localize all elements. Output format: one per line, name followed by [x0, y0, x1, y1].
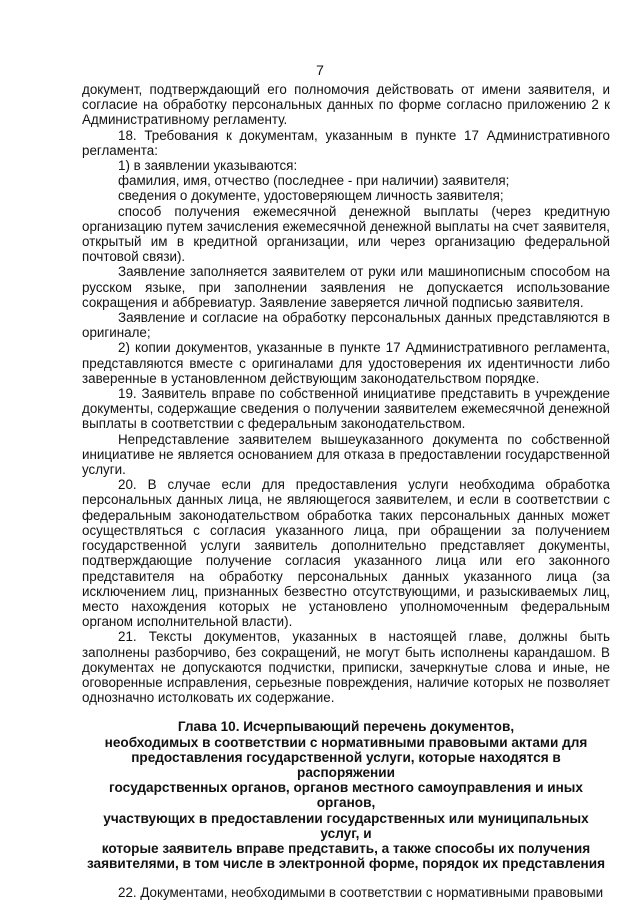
heading-line: заявителями, в том числе в электронной форме, порядок их представления	[86, 856, 606, 872]
paragraph: 20. В случае если для предоставления услуги необходима обработка персональных данных лица, не являющегося заявителем, и если в соответствии с федеральным законодательством обработка таких персональных данных может осуществляться с согласия указанного лица, при обращении за получением государственной услуги заявитель дополнительно представляет документы, подтверждающие получение согласия указанного лица или его законного представителя на обработку персональных данных указанного лица (за исключением лиц, признанных безвестно отсутствующими, и разыскиваемых лиц, место нахождения которых не установлено уполномоченным федеральным органом исполнительной власти).	[82, 477, 610, 630]
heading-line: предоставления государственной услуги, которые находятся в распоряжении	[131, 749, 561, 780]
heading-line: которые заявитель вправе представить, а также способы их получения	[101, 840, 591, 856]
heading-line: необходимых в соответствии с нормативными правовыми актами для	[104, 734, 588, 750]
paragraph: Заявление заполняется заявителем от руки или машинописным способом на русском языке, при заполнении заявления не допускается использование сокращения и аббревиатур. Заявление заверяется личной подписью заявителя.	[82, 264, 610, 310]
paragraph: документ, подтверждающий его полномочия действовать от имени заявителя, и согласие на обработку персональных данных по форме согласно приложению 2 к Административному регламенту.	[82, 82, 610, 128]
paragraph: сведения о документе, удостоверяющем личность заявителя;	[118, 188, 504, 204]
paragraph: Непредставление заявителем вышеуказанного документа по собственной инициативе не является основанием для отказа в предоставлении государственной услуги.	[82, 431, 610, 478]
paragraph: 1) в заявлении указываются:	[118, 158, 298, 174]
page-number: 7	[316, 62, 324, 78]
paragraph: 19. Заявитель вправе по собственной инициативе представить в учреждение документы, содержащие сведения о получении заявителем ежемесячной денежной выплаты в соответствии с федеральным законодательством.	[82, 386, 610, 432]
paragraph: 2) копии документов, указанные в пункте 17 Административного регламента, представляются вместе с оригиналами для удостоверения их идентичности либо заверенные в установленном действующим законодательством порядке.	[82, 340, 610, 386]
heading-line: Глава 10. Исчерпывающий перечень документов,	[177, 719, 515, 735]
heading-line: государственных органов, органов местного самоуправления и иных органов,	[109, 780, 583, 811]
paragraph: 21. Тексты документов, указанных в настоящей главе, должны быть заполнены разборчиво, без сокращений, не могут быть исполнены карандашом. В документах не допускаются подчистки, приписки, зачеркнутые слова и иные, не оговоренные исправления, серьезные повреждения, наличие которых не позволяет однозначно истолковать их содержание.	[82, 629, 610, 706]
paragraph: фамилия, имя, отчество (последнее - при наличии) заявителя;	[118, 173, 510, 189]
paragraph-list	[82, 82, 610, 705]
document-body	[82, 82, 610, 901]
paragraph: способ получения ежемесячной денежной выплаты (через кредитную организацию путем зачисления ежемесячной денежной выплаты на счет заявителя, открытый им в кредитной организации, или через организацию федеральной почтовой связи).	[82, 203, 610, 265]
paragraph: Заявление и согласие на обработку персональных данных представляются в оригинале;	[82, 310, 610, 341]
paragraph: 18. Требования к документам, указанным в пункте 17 Административного регламента:	[82, 127, 610, 158]
chapter-heading	[82, 719, 610, 871]
final-paragraph: 22. Документами, необходимыми в соответствии с нормативными правовыми	[118, 885, 604, 901]
heading-line: участвующих в предоставлении государственных или муниципальных услуг, и	[103, 810, 589, 841]
